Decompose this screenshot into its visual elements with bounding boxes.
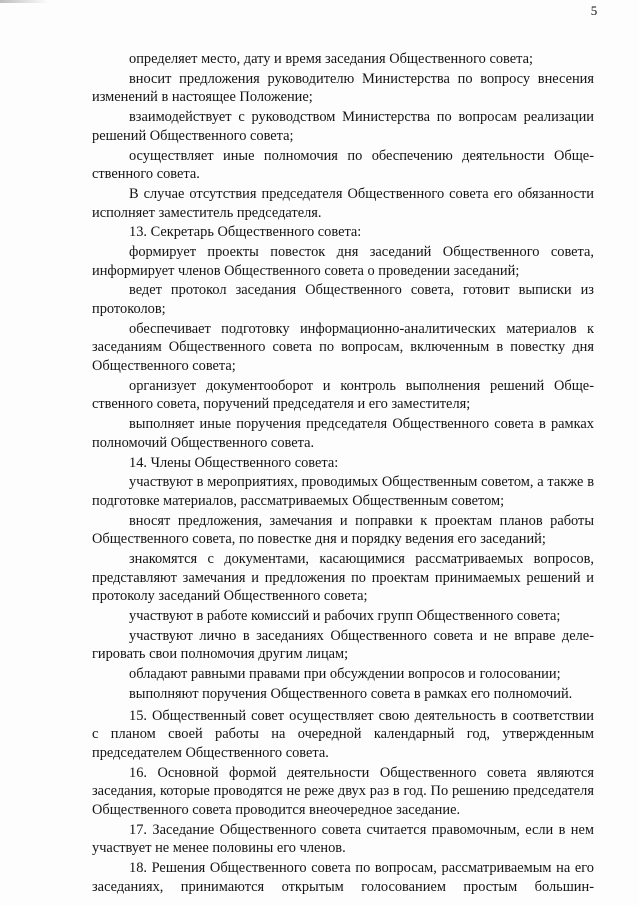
section-16: 16. Основной формой деятельности Общественного совета являются заседания, которые проводятся не реже двух раз в год. По решению председателя Общественного совета проводится внеочередное заседание. [92,764,594,818]
paragraph-members-proposals: вносят предложения, замечания и поправки к проектам планов работы Общественного совета, по повестке дня и порядку ведения его заседаний; [92,512,594,548]
paragraph-secretary-agenda: формирует проекты повесток дня заседаний Общественного совета, информирует членов Общественного совета о проведении заседаний; [92,244,594,279]
paragraph-secretary-other: выполняет иные поручения председателя Общественного совета в рамках полномочий Общественного совета. [92,416,594,451]
section-heading-13: 13. Секретарь Общественного совета: [129,224,362,241]
paragraph-secretary-minutes: ведет протокол заседания Общественного совета, готовит выписки из протоколов; [92,282,594,318]
paragraph-secretary-materials: обеспечивает подготовку информационно-аналитических материалов к заседаниям Общественного совета по вопросам, включенным в повестку дня Общественного совета; [92,320,594,374]
paragraph-members-in-person: участвуют лично в заседаниях Общественного совета и не вправе делегировать свои полномочия другим лицам; [92,627,594,663]
paragraph-members-documents: знакомятся с документами, касающимися рассматриваемых вопросов, представляют замечания и предложения по проектам принимаемых решений и протоколу заседаний Общественного совета; [92,551,594,605]
paragraph-members-commissions: участвуют в работе комиссий и рабочих групп Общественного совета; [129,608,561,625]
paragraph-members-assignments: выполняют поручения Общественного совета в рамках его полномочий. [129,685,573,702]
paragraph-chair-other-powers: осуществляет иные полномочия по обеспечению деятельности Общественного совета. [92,147,594,183]
scan-edge-mark [0,0,48,3]
section-15: 15. Общественный совет осуществляет свою деятельность в соответствии с планом своей работы на очередной календарный год, утвержденным председателем Общественного совета. [92,707,594,761]
section-heading-14: 14. Члены Общественного совета: [129,454,339,471]
paragraph-chair-proposals: вносит предложения руководителю Министерства по вопросу внесения изменений в настоящее Положение; [92,70,594,106]
section-17: 17. Заседание Общественного совета считается правомочным, если в нем участвует не менее половины его членов. [92,821,594,857]
page-number: 5 [590,3,598,18]
paragraph-members-equal-rights: обладают равными правами при обсуждении вопросов и голосовании; [129,666,561,683]
paragraph-deputy-replaces: В случае отсутствия председателя Общественного совета его обязанности исполняет заместитель председателя. [92,185,594,221]
paragraph-secretary-documents: организует документооборот и контроль выполнения решений Общественного совета, поручений председателя и его заместителя; [92,377,594,413]
paragraph-chair-sets-meeting: определяет место, дату и время заседания Общественного совета; [129,51,533,67]
document-body [92,50,594,897]
paragraph-chair-interaction: взаимодействует с руководством Министерства по вопросам реализации решений Общественного совета; [92,109,594,144]
section-18: 18. Решения Общественного совета по вопросам, рассматриваемым на его заседаниях, принимаются открытым голосованием простым большин- [92,860,594,895]
paragraph-members-participate: участвуют в мероприятиях, проводимых Общественным советом, а также в подготовке материалов, рассматриваемых Общественным советом; [92,474,594,509]
